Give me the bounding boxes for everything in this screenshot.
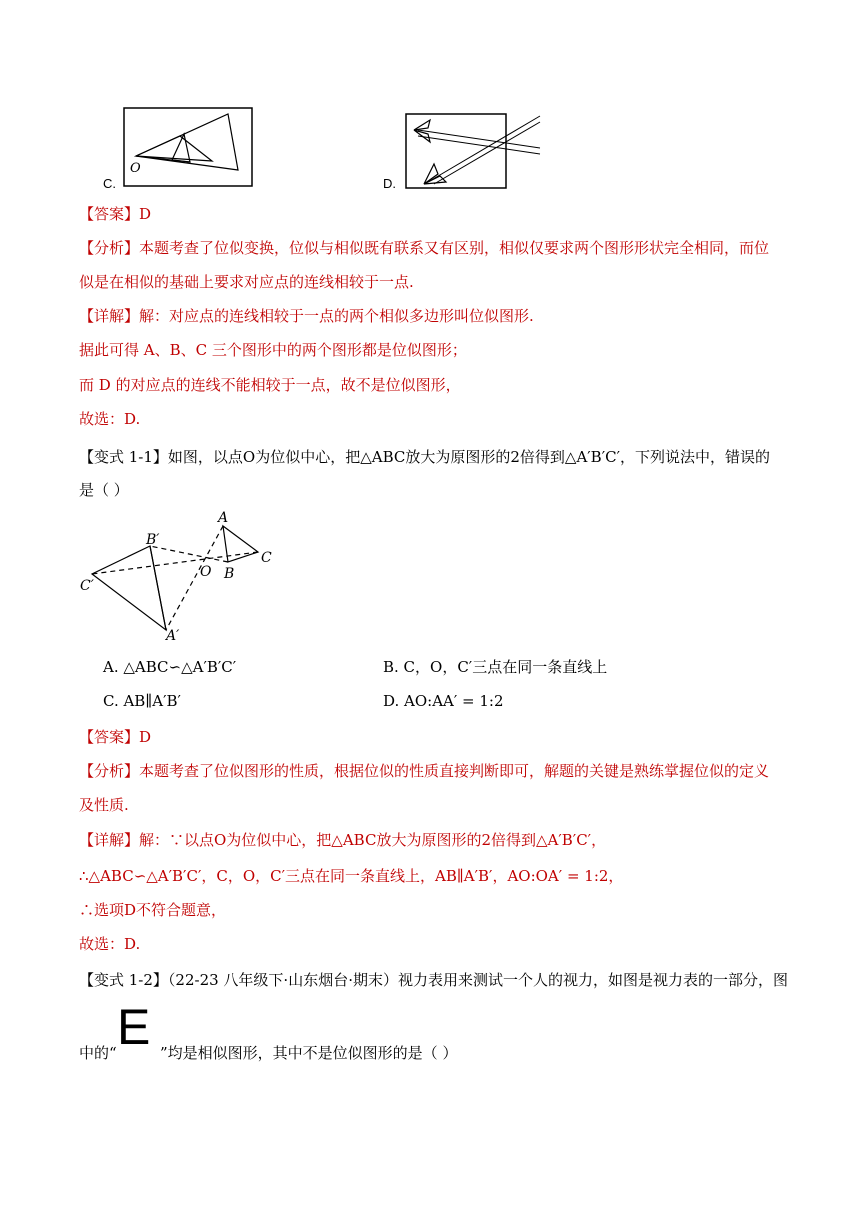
q2-analysis-line1: 【分析】本题考查了位似图形的性质，根据位似的性质直接判断即可，解题的关键是熟练掌握位似的定义 (79, 762, 770, 780)
q2-analysis-line2: 及性质. (79, 796, 129, 814)
q1-detail-line4: 故选：D. (79, 410, 141, 428)
option-c-label: C. (103, 176, 116, 191)
option-d-figure (404, 112, 546, 190)
q3-stem-line1: 【变式 1-2】（22-23 八年级下·山东烟台·期末）视力表用来测试一个人的视力，如图是视力表的一部分，图 (79, 971, 788, 989)
option-d-label: D. (383, 176, 396, 191)
q2-option-d: D. AO:AA′ = 1:2 (383, 692, 504, 710)
svg-text:O: O (130, 161, 141, 176)
q2-detail-line4: 故选：D. (79, 935, 141, 953)
q3-stem-line2b: ”均是相似图形，其中不是位似图形的是（ ） (160, 1044, 458, 1062)
q1-detail-line2: 据此可得 A、B、C 三个图形中的两个图形都是位似图形； (79, 341, 467, 359)
q2-homothety-figure (78, 508, 283, 644)
eye-chart-e-glyph: E (117, 999, 151, 1055)
svg-text:A′: A′ (166, 628, 180, 644)
q2-detail-line3: ∴选项D不符合题意， (79, 901, 227, 919)
svg-text:C′: C′ (80, 578, 94, 594)
svg-text:B′: B′ (146, 532, 160, 548)
option-c-figure (122, 106, 254, 188)
q2-answer: 【答案】D (79, 728, 152, 746)
q2-option-c: C. AB∥A′B′ (103, 692, 181, 710)
svg-text:C: C (261, 550, 272, 566)
q2-option-b: B. C，O，C′三点在同一条直线上 (383, 658, 608, 676)
q2-option-a: A. △ABC∽△A′B′C′ (103, 658, 237, 676)
q1-analysis-line2: 似是在相似的基础上要求对应点的连线相较于一点. (79, 273, 414, 291)
svg-text:O: O (200, 564, 212, 580)
q1-detail-line3: 而 D 的对应点的连线不能相较于一点，故不是位似图形， (79, 376, 461, 394)
q2-stem-line2: 是（ ） (79, 481, 129, 499)
q1-answer: 【答案】D (79, 205, 152, 223)
q1-analysis-line1: 【分析】本题考查了位似变换，位似与相似既有联系又有区别，相似仅要求两个图形形状完全相同，而位 (79, 239, 770, 257)
q3-stem-line2a: 中的“ (79, 1044, 117, 1062)
svg-text:A: A (218, 510, 229, 526)
q2-stem-line1: 【变式 1-1】如图，以点O为位似中心，把△ABC放大为原图形的2倍得到△A′B′C′，下列说法中，错误的 (79, 448, 770, 466)
svg-text:B: B (224, 566, 235, 582)
q2-detail-line1: 【详解】解：∵以点O为位似中心，把△ABC放大为原图形的2倍得到△A′B′C′， (79, 831, 607, 849)
q1-detail-line1: 【详解】解：对应点的连线相较于一点的两个相似多边形叫位似图形. (79, 307, 534, 325)
q2-detail-line2: ∴△ABC∽△A′B′C′，C，O，C′三点在同一条直线上，AB∥A′B′，AO:OA′ = 1:2， (79, 867, 624, 885)
